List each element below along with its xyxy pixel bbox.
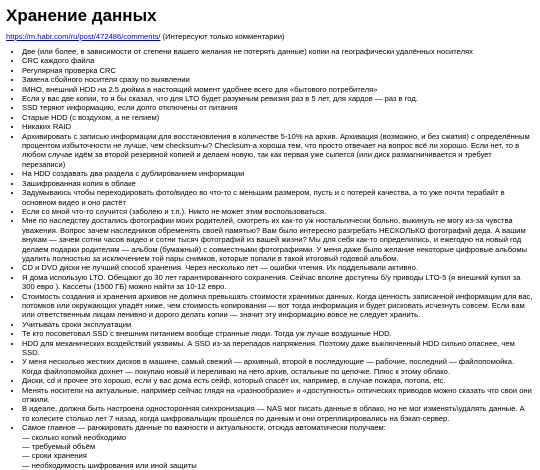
list-item-text: Те кто посоветовал SSD с внешним питанием вообще странные люди. Тогда уж лучше воздушные HDD.	[22, 329, 392, 339]
list-item-text: Две (или более, в зависимости от степени вашего желания не потерять данные) копии на географически удалённых носителях	[22, 47, 473, 56]
list-item	[22, 376, 534, 385]
list-item-text: IMHO, внешний HDD на 2.5 дюйма в настоящий момент удобнее всего для «бытового потребителя»	[22, 84, 378, 94]
list-item-text: Задумываюсь чтобы переходировать фото/видео во что-то с меньшим размером, пусть и с потерей качества, а то уже почти терабайт в основном видео и оно растёт	[22, 188, 505, 207]
list-item	[22, 320, 534, 329]
list-item	[22, 216, 534, 263]
list-item	[22, 329, 534, 338]
source-line	[6, 32, 534, 42]
list-item-text: В идеале, должна быть настроена односторонняя синхронизация — NAS мог писать данные в облако, но не мог изменять\удалять данные. А то колесите столько лет 7 назад, когда шифровальщик прошёлся по данным и они отреплицировались на бэкап-сервер.	[22, 404, 525, 423]
list-item-text: Никаких RAID	[22, 122, 72, 132]
list-item-text: Регулярная проверка CRC	[22, 65, 116, 75]
list-item	[22, 423, 534, 470]
list-item-text: У меня несколько жестких дисков в машине, самый свежий — архивный, второй в последующие — рабочие, последний — файлопомойка. Когда файлопомойка дохнет — покупаю новый и переливаю на него архив, остальные по цепочке. Плюс к этому облако.	[22, 357, 515, 376]
list-item-text: Архивировать с записью информации для восстановления в количестве 5-10% на архив. Архивация (возможно, и без сжатия) с определённым процентом избыточности не лучше, чем checksum-ы? Checksum-а хорошa тем, что просто отвечает на вопрос всё ли хорошо. Если нет, то в любом случае идём за второй резервной копией и делаем новую, так как первая уже сыпется (или диск размагничивается и требует перезаписи)	[22, 131, 530, 169]
list-item-text: Стоимость создания и хранения архивов не должна превышать стоимости хранимых данных. Когда ценность записанной информации для вас, потомков или окружающих упадёт ниже, чем стоимость копирования — вот тогда информация и будет рисковать исчезнуть совсем. Если вам или ответственным лицам ленивно и дорого делать копии — значит эту информацию вовсе не следует хранить.	[22, 291, 533, 320]
list-item	[22, 103, 534, 112]
list-item-text: Замена сбойного носителя сразу по выявлении	[22, 75, 190, 85]
list-item-text: Я дома использую LTO. Обещают до 30 лет гарантированного сохранения. Сейчас вполне доступны б/у приводы LTO-5 (я внешний купил за 300 евро ). Кассеты (1500 ГБ) можно найти за 10-12 евро.	[22, 272, 521, 292]
list-item	[22, 169, 534, 178]
list-item	[22, 47, 534, 56]
list-item	[22, 357, 534, 376]
list-item	[22, 404, 534, 423]
sub-list-item: — необходимость шифрования или иной защиты	[22, 461, 534, 470]
list-item	[22, 94, 534, 103]
list-item-text: На HDD создавать два раздела с дублированием информации	[22, 169, 245, 179]
list-item-text: Диски, cd и прочее это хорошо, если у вас дома есть сейф, который спасёт их, например, в случае пожара, потопа, etc.	[22, 376, 446, 386]
list-item	[22, 179, 534, 188]
list-item-text: CRC каждого файла	[22, 56, 95, 66]
list-item	[22, 339, 534, 358]
list-item-text: CD и DVD диски не лучший способ хранения. Через несколько лет — ошибки чтения. Их подделывали активно.	[22, 263, 418, 273]
list-item-text: HDD для механических воздействий уязвимы. А SSD из-за перепадов напряжения. Поэтому даже выключенный HDD сильно опаснее, чем SSD.	[22, 338, 515, 357]
notes-list	[6, 47, 534, 470]
source-note: (Интересуют только комментарии)	[162, 32, 285, 41]
list-item-text: Менять носители на актуальные, например сейчас глядя на «разнообразие» и «доступность» оптических приводов можно сказать что свои они отжили.	[22, 385, 532, 405]
list-item-text: Старые HDD (с воздухом, а не гелием)	[22, 112, 160, 122]
sub-list-item: — сроки хранения	[22, 451, 534, 460]
list-item	[22, 85, 534, 94]
list-item-text: Если со мной что-то случится (заболею и т.п.). Никто не может этим воспользоваться.	[22, 206, 327, 216]
list-item	[22, 292, 534, 320]
sub-list-item: — требуемый объём	[22, 442, 534, 451]
list-item	[22, 56, 534, 65]
list-item	[22, 122, 534, 131]
list-item-text: Мне по наследству достались фотографии моих родителей, смотреть их как-то уж ностальгически больно, выкинуть не могу из-за чувства уважения. Вопрос зачем наследников обременять своей памятью? Вам было интересно разгребать НЕСКОЛЬКО фотографий деда. А вашим внукам — зачем сотни часов видео и сотни тысяч фотографий из вашей жизни? Мы для себя как-то определились, и ежегодно на новый год делаем подарки родителям — альбом (бумажный) с совместными фотографиями. У меня даже было желание некоторые цифровые альбомы удалить полностью за исключением той пары снимков, которые попали в такой итоговый годовой альбом.	[22, 216, 528, 263]
list-item	[22, 207, 534, 216]
list-item	[22, 386, 534, 405]
list-item	[22, 188, 534, 207]
list-item-text: Зашифрованная копия в облаке	[22, 178, 136, 188]
list-item-text: Самое главное — ранжировать данные по важности и актуальности, отсюда автоматически получаем:	[22, 423, 386, 433]
list-item	[22, 66, 534, 75]
sub-list-item: — сколько копий необходимо	[22, 433, 534, 442]
sub-list	[22, 433, 534, 470]
list-item-text: Если у вас две копии, то я бы сказал, что для LTO будет разумным ревизия раз в 5 лет, для хардов — раз в год.	[22, 94, 418, 104]
list-item-text: SSD теряют информацию, если долго отключены от питания	[22, 103, 238, 113]
list-item	[22, 273, 534, 292]
list-item-text: Учитывать сроки эксплуатации	[22, 319, 132, 329]
list-item	[22, 75, 534, 84]
list-item	[22, 113, 534, 122]
page-title: Хранение данных	[6, 6, 157, 25]
list-item	[22, 263, 534, 272]
list-item	[22, 132, 534, 170]
source-link[interactable]: https://m.habr.com/ru/post/472486/comments/	[6, 32, 161, 41]
